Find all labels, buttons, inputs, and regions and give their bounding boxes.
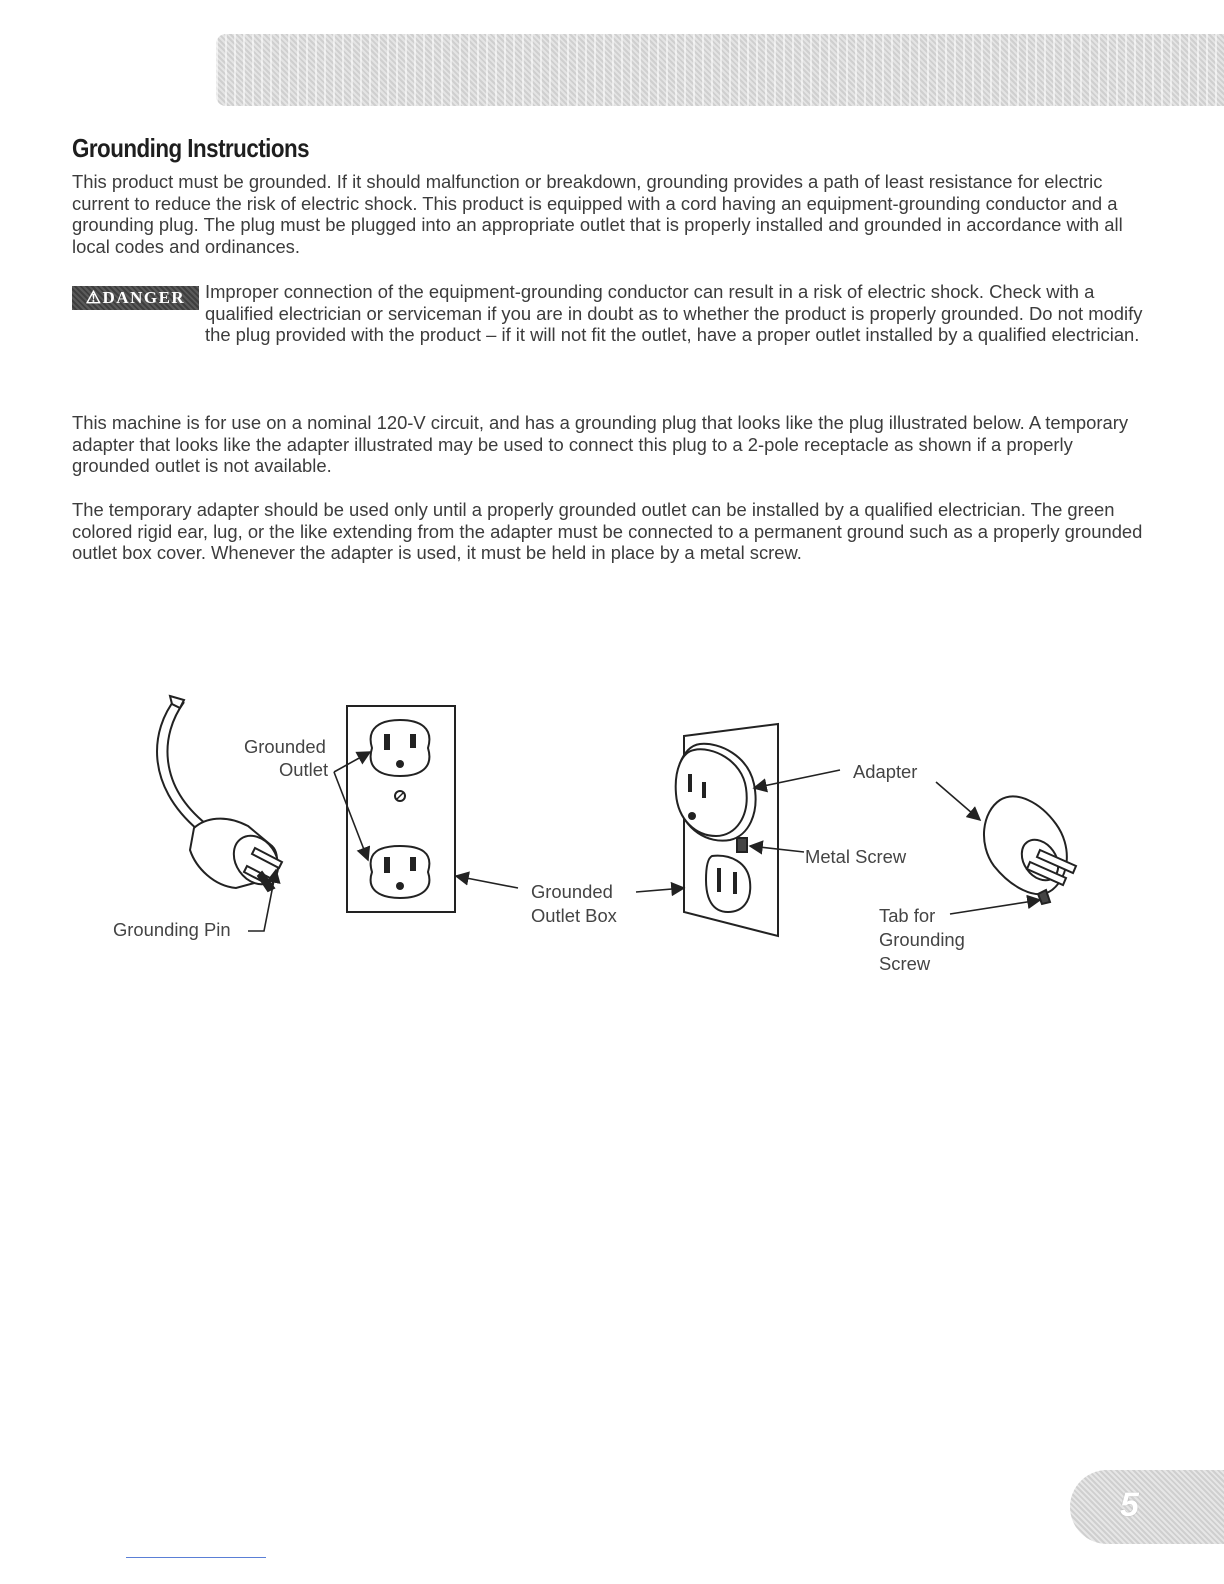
page-number: 5 (1120, 1486, 1139, 1524)
section-title: Grounding Instructions (72, 133, 310, 163)
tab-label-2: Grounding (879, 929, 965, 950)
grounded-outlet-box-label-1: Grounded (531, 881, 613, 902)
footer-rule (126, 1557, 266, 1558)
metal-screw-label: Metal Screw (805, 846, 907, 867)
grounded-outlet-label-2: Outlet (279, 759, 329, 780)
grounded-outlet-illustration (347, 706, 455, 912)
circuit-paragraph: This machine is for use on a nominal 120-V circuit, and has a grounding plug that looks like the plug illustrated below. A temporary adapter that looks like the adapter illustrated may be used to connect this plug to a 2-pole receptacle as shown if a properly grounded outlet is not available. (72, 412, 1129, 477)
grounding-pin-label: Grounding Pin (113, 919, 231, 940)
adapter-illustration (676, 724, 778, 936)
danger-text: Improper connection of the equipment-grounding conductor can result in a risk of electric shock. Check with a qualified electrician or serviceman if you are in doubt as to whether the product is properly grounded. Do not modify the plug provided with the product – if it will not fit the outlet, have a proper outlet installed by a qualified electrician. (205, 281, 1143, 346)
adapter-label: Adapter (853, 761, 918, 782)
grounded-outlet-box-label-2: Outlet Box (531, 905, 617, 926)
page-number-tab (1070, 1470, 1224, 1544)
tab-label-1: Tab for (879, 905, 936, 926)
tab-label-3: Screw (879, 953, 931, 974)
intro-paragraph: This product must be grounded. If it should malfunction or breakdown, grounding provides a path of least resistance for electric current to reduce the risk of electric shock. This product is equipped with a cord having an equipment-grounding conductor and a grounding plug. The plug must be plugged into an appropriate outlet that is properly installed and grounded in accordance with all local codes and ordinances. (72, 171, 1123, 257)
grounding-diagram (0, 690, 1224, 990)
grounding-plug-illustration (157, 696, 287, 893)
grounded-outlet-label-1: Grounded (244, 736, 326, 757)
loose-adapter-illustration (984, 796, 1076, 904)
adapter-paragraph: The temporary adapter should be used only until a properly grounded outlet can be installed by a qualified electrician. The green colored rigid ear, lug, or the like extending from the adapter must be connected to a permanent ground such as a properly grounded outlet box cover. Whenever the adapter is used, it must be held in place by a metal screw. (72, 499, 1143, 564)
header-band (216, 34, 1224, 106)
danger-badge: ⚠DANGER (72, 286, 199, 310)
